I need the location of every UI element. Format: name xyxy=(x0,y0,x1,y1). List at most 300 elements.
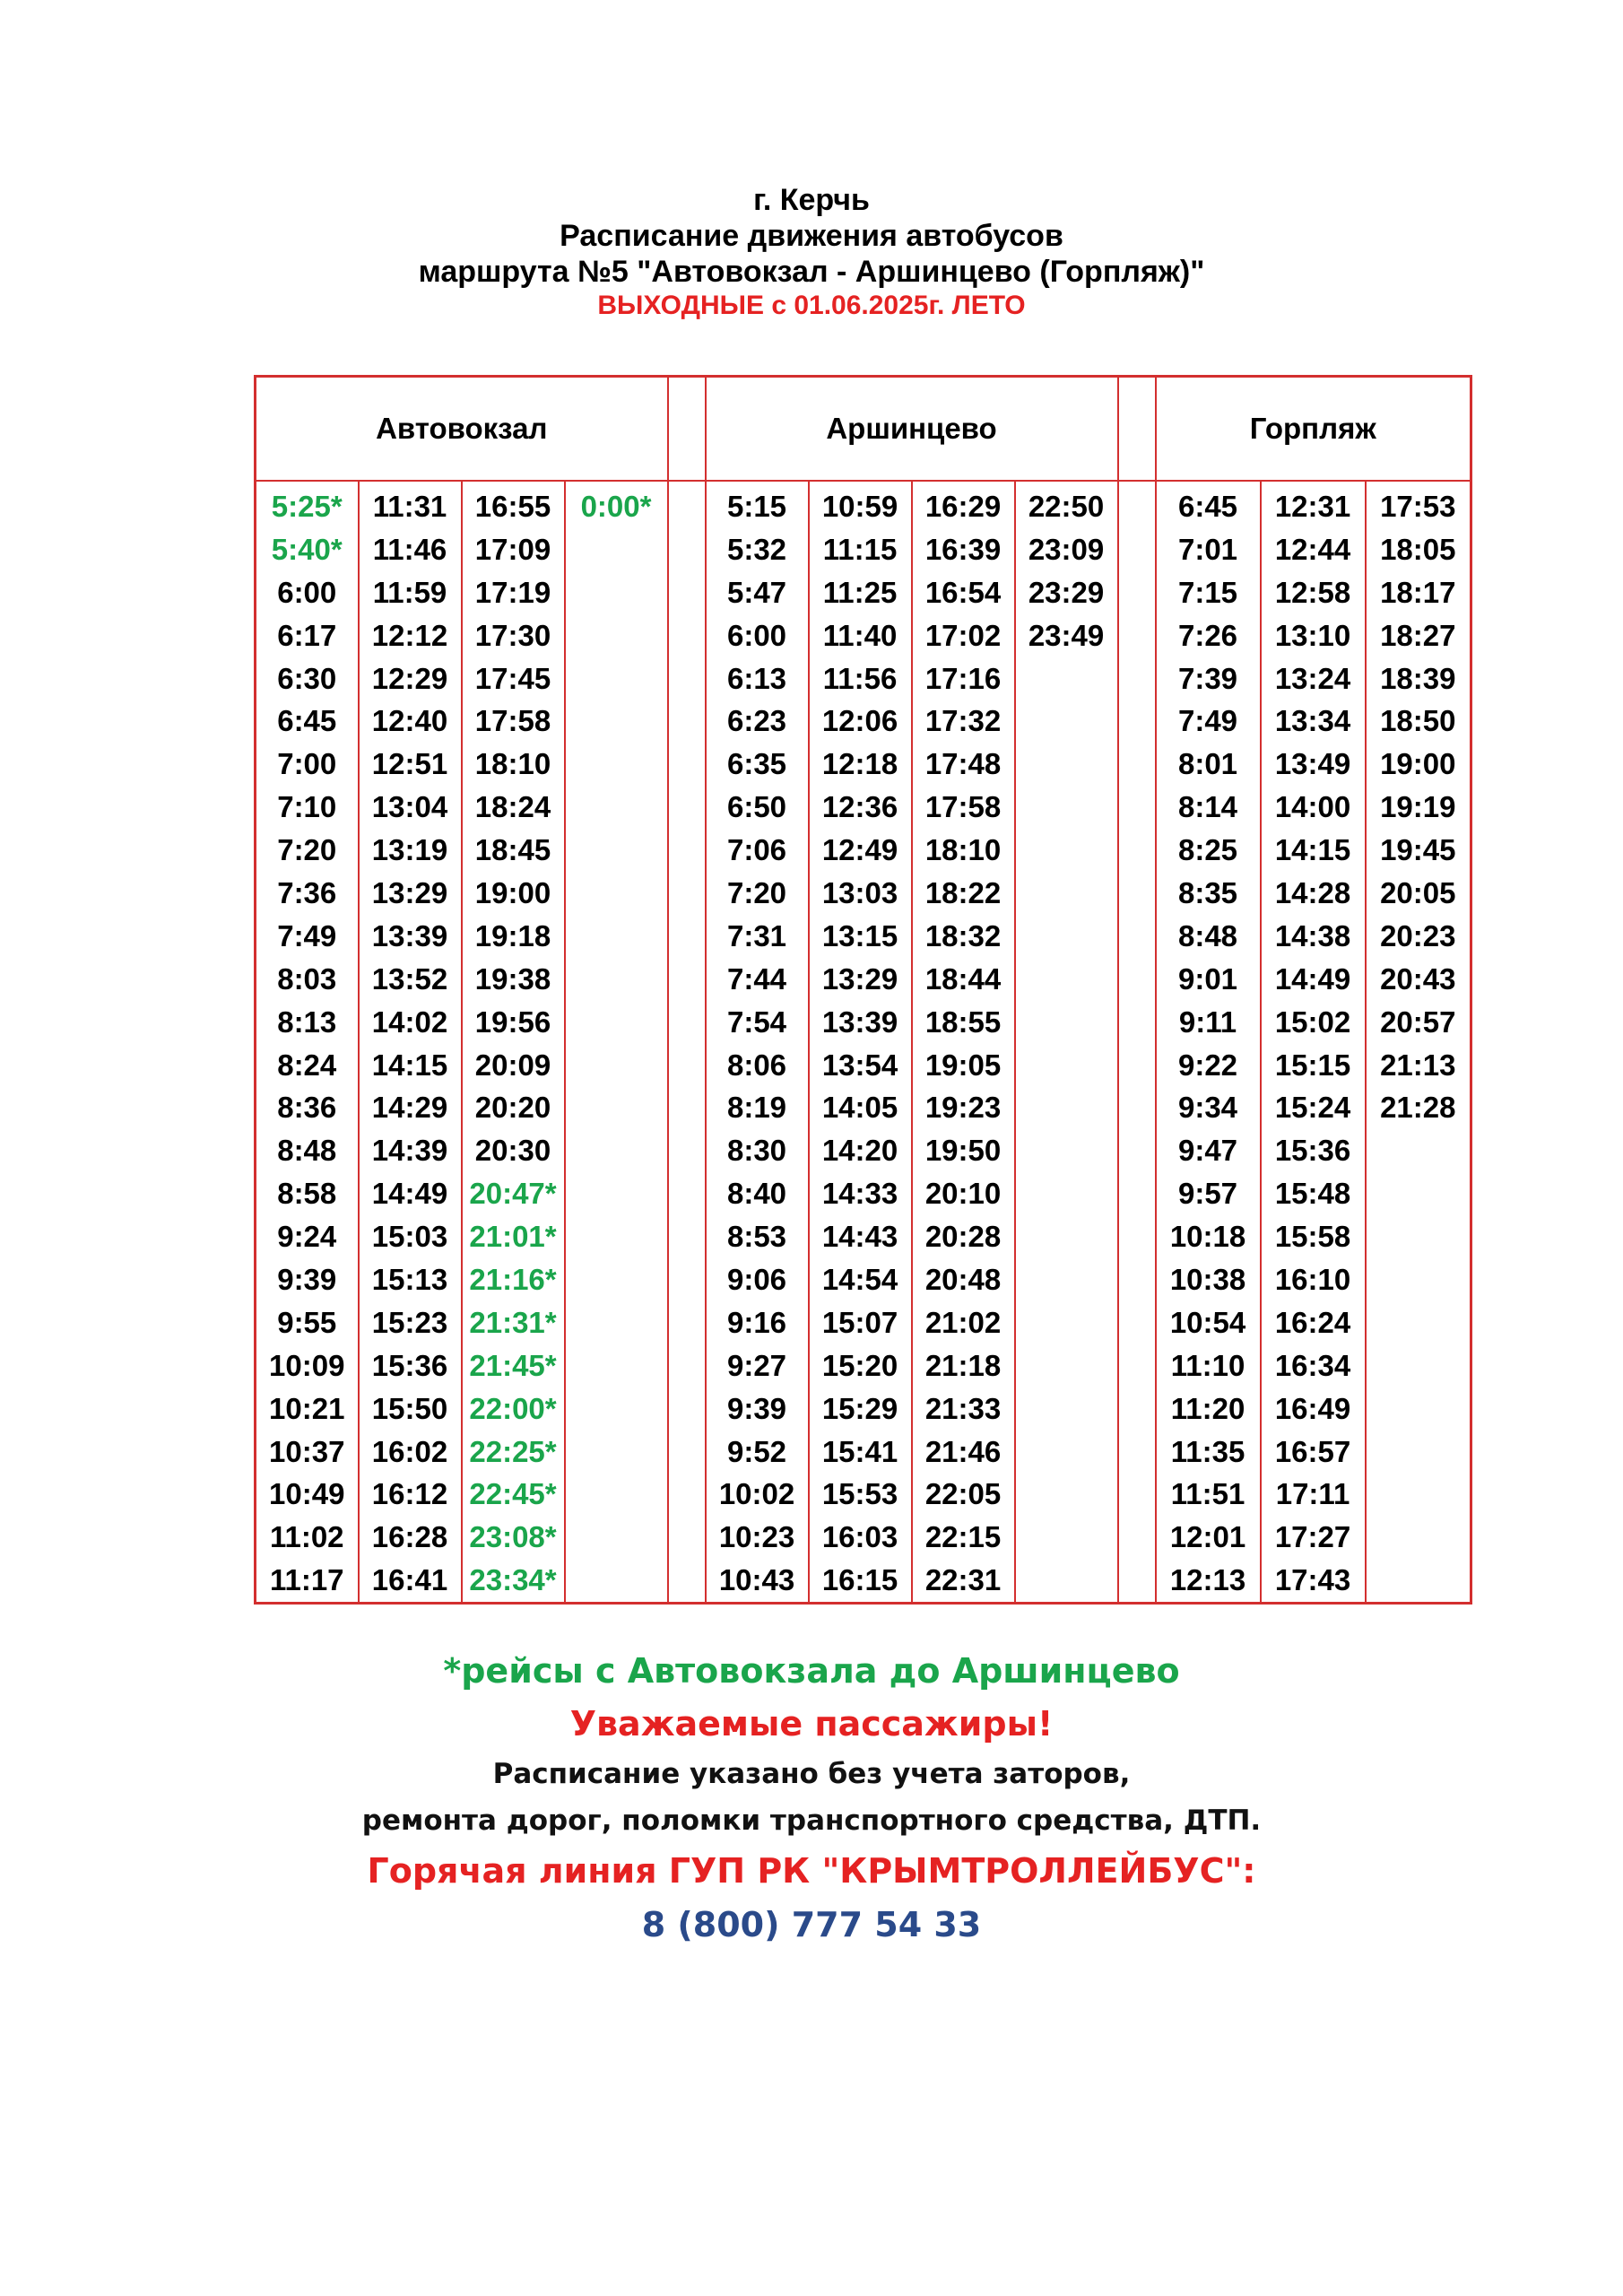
departure-time-cell: 11:17 xyxy=(256,1559,359,1603)
departure-time-cell: 7:36 xyxy=(256,872,359,915)
departure-time-cell: 22:15 xyxy=(912,1516,1015,1559)
timetable-row xyxy=(256,1258,1471,1301)
column-separator xyxy=(1118,377,1156,482)
departure-time-cell: 13:10 xyxy=(1261,614,1366,657)
departure-time-cell: 14:54 xyxy=(809,1258,912,1301)
departure-time-cell xyxy=(1015,1215,1118,1258)
departure-time-cell: 21:45* xyxy=(462,1344,565,1387)
disclaimer-line-2: ремонта дорог, поломки транспортного средства, ДТП. xyxy=(361,1805,1262,1837)
departure-time-cell xyxy=(1015,1559,1118,1603)
departure-time-cell xyxy=(565,743,668,786)
departure-time-cell: 20:30 xyxy=(462,1129,565,1172)
departure-time-cell: 17:27 xyxy=(1261,1516,1366,1559)
timetable-row xyxy=(256,1301,1471,1344)
departure-time-cell: 13:54 xyxy=(809,1044,912,1087)
departure-time-cell xyxy=(1366,1301,1471,1344)
departure-time-cell xyxy=(565,571,668,614)
departure-time-cell: 9:16 xyxy=(706,1301,809,1344)
departure-time-cell: 5:32 xyxy=(706,528,809,571)
column-separator xyxy=(668,872,706,915)
departure-time-cell: 14:29 xyxy=(359,1086,462,1129)
departure-time-cell xyxy=(565,528,668,571)
departure-time-cell xyxy=(565,700,668,743)
departure-time-cell: 14:43 xyxy=(809,1215,912,1258)
departure-time-cell xyxy=(565,1301,668,1344)
departure-time-cell: 6:00 xyxy=(256,571,359,614)
timetable-row xyxy=(256,872,1471,915)
departure-time-cell: 20:10 xyxy=(912,1172,1015,1215)
departure-time-cell: 22:00* xyxy=(462,1387,565,1431)
departure-time-cell xyxy=(1015,1301,1118,1344)
departure-time-cell xyxy=(1366,1559,1471,1603)
column-separator xyxy=(1118,1516,1156,1559)
departure-time-cell: 19:00 xyxy=(462,872,565,915)
departure-time-cell: 8:14 xyxy=(1156,786,1261,829)
departure-time-cell: 9:39 xyxy=(706,1387,809,1431)
departure-time-cell: 16:54 xyxy=(912,571,1015,614)
timetable-row xyxy=(256,915,1471,958)
timetable-row xyxy=(256,1001,1471,1044)
timetable-row xyxy=(256,1086,1471,1129)
departure-time-cell: 9:22 xyxy=(1156,1044,1261,1087)
departure-time-cell: 18:27 xyxy=(1366,614,1471,657)
departure-time-cell: 17:19 xyxy=(462,571,565,614)
departure-time-cell: 7:49 xyxy=(256,915,359,958)
column-separator xyxy=(1118,700,1156,743)
departure-time-cell: 21:31* xyxy=(462,1301,565,1344)
departure-time-cell: 16:57 xyxy=(1261,1431,1366,1474)
departure-time-cell: 13:19 xyxy=(359,829,462,872)
departure-time-cell: 10:21 xyxy=(256,1387,359,1431)
departure-time-cell xyxy=(565,1387,668,1431)
column-separator xyxy=(1118,1431,1156,1474)
departure-time-cell: 19:00 xyxy=(1366,743,1471,786)
departure-time-cell xyxy=(1015,657,1118,700)
departure-time-cell: 11:25 xyxy=(809,571,912,614)
departure-time-cell: 7:01 xyxy=(1156,528,1261,571)
departure-time-cell: 6:23 xyxy=(706,700,809,743)
departure-time-cell: 18:22 xyxy=(912,872,1015,915)
departure-time-cell: 9:34 xyxy=(1156,1086,1261,1129)
departure-time-cell: 10:43 xyxy=(706,1559,809,1603)
departure-time-cell: 10:37 xyxy=(256,1431,359,1474)
column-separator xyxy=(668,1172,706,1215)
departure-time-cell: 12:12 xyxy=(359,614,462,657)
departure-time-cell: 20:23 xyxy=(1366,915,1471,958)
column-separator xyxy=(1118,958,1156,1001)
column-separator xyxy=(668,1559,706,1603)
timetable-row xyxy=(256,1387,1471,1431)
column-separator xyxy=(1118,872,1156,915)
timetable xyxy=(254,375,1472,1605)
column-separator xyxy=(1118,1086,1156,1129)
column-separator xyxy=(668,958,706,1001)
departure-time-cell: 16:49 xyxy=(1261,1387,1366,1431)
departure-time-cell: 16:12 xyxy=(359,1473,462,1516)
column-separator xyxy=(668,829,706,872)
departure-time-cell: 15:29 xyxy=(809,1387,912,1431)
departure-time-cell: 14:49 xyxy=(359,1172,462,1215)
hotline-phone: 8 (800) 777 54 33 xyxy=(641,1905,982,1944)
departure-time-cell: 9:52 xyxy=(706,1431,809,1474)
departure-time-cell: 9:39 xyxy=(256,1258,359,1301)
departure-time-cell: 13:15 xyxy=(809,915,912,958)
timetable-row xyxy=(256,743,1471,786)
column-separator xyxy=(1118,657,1156,700)
column-separator xyxy=(1118,1473,1156,1516)
departure-time-cell: 10:18 xyxy=(1156,1215,1261,1258)
departure-time-cell xyxy=(565,915,668,958)
departure-time-cell: 12:58 xyxy=(1261,571,1366,614)
departure-time-cell: 13:34 xyxy=(1261,700,1366,743)
departure-time-cell xyxy=(1366,1258,1471,1301)
column-separator xyxy=(1118,786,1156,829)
departure-time-cell: 18:32 xyxy=(912,915,1015,958)
timetable-row xyxy=(256,829,1471,872)
departure-time-cell: 19:18 xyxy=(462,915,565,958)
column-separator xyxy=(668,743,706,786)
departure-time-cell: 18:45 xyxy=(462,829,565,872)
departure-time-cell: 8:36 xyxy=(256,1086,359,1129)
departure-time-cell xyxy=(1366,1387,1471,1431)
departure-time-cell xyxy=(565,1473,668,1516)
departure-time-cell: 16:41 xyxy=(359,1559,462,1603)
column-separator xyxy=(668,1516,706,1559)
column-separator xyxy=(668,571,706,614)
timetable-row xyxy=(256,614,1471,657)
timetable-row xyxy=(256,958,1471,1001)
departure-time-cell: 6:35 xyxy=(706,743,809,786)
column-separator xyxy=(1118,528,1156,571)
departure-time-cell: 17:02 xyxy=(912,614,1015,657)
departure-time-cell: 5:15 xyxy=(706,481,809,528)
validity-label: ВЫХОДНЫЕ с 01.06.2025г. ЛЕТО xyxy=(597,291,1026,320)
departure-time-cell: 8:13 xyxy=(256,1001,359,1044)
departure-time-cell: 9:01 xyxy=(1156,958,1261,1001)
departure-time-cell xyxy=(565,1258,668,1301)
departure-time-cell: 15:03 xyxy=(359,1215,462,1258)
departure-time-cell xyxy=(565,872,668,915)
departure-time-cell: 10:49 xyxy=(256,1473,359,1516)
timetable-row xyxy=(256,1172,1471,1215)
departure-time-cell: 15:20 xyxy=(809,1344,912,1387)
departure-time-cell: 9:24 xyxy=(256,1215,359,1258)
departure-time-cell: 18:39 xyxy=(1366,657,1471,700)
departure-time-cell: 11:35 xyxy=(1156,1431,1261,1474)
departure-time-cell xyxy=(1015,915,1118,958)
departure-time-cell: 8:58 xyxy=(256,1172,359,1215)
schedule-title: Расписание движения автобусов xyxy=(560,219,1063,253)
departure-time-cell: 13:39 xyxy=(359,915,462,958)
column-separator xyxy=(1118,1001,1156,1044)
departure-time-cell: 19:05 xyxy=(912,1044,1015,1087)
departure-time-cell: 0:00* xyxy=(565,481,668,528)
departure-time-cell: 17:58 xyxy=(912,786,1015,829)
departure-time-cell: 11:20 xyxy=(1156,1387,1261,1431)
timetable-row xyxy=(256,1431,1471,1474)
column-separator xyxy=(668,1044,706,1087)
departure-time-cell: 19:19 xyxy=(1366,786,1471,829)
timetable-row xyxy=(256,528,1471,571)
departure-time-cell: 16:10 xyxy=(1261,1258,1366,1301)
departure-time-cell: 16:28 xyxy=(359,1516,462,1559)
departure-time-cell: 16:02 xyxy=(359,1431,462,1474)
departure-time-cell: 12:01 xyxy=(1156,1516,1261,1559)
timetable-row xyxy=(256,657,1471,700)
departure-time-cell: 7:20 xyxy=(256,829,359,872)
departure-time-cell xyxy=(565,1344,668,1387)
departure-time-cell: 10:09 xyxy=(256,1344,359,1387)
departure-time-cell: 22:45* xyxy=(462,1473,565,1516)
disclaimer-line-1: Расписание указано без учета заторов, xyxy=(492,1758,1131,1790)
departure-time-cell: 20:43 xyxy=(1366,958,1471,1001)
departure-time-cell: 12:40 xyxy=(359,700,462,743)
timetable-row xyxy=(256,786,1471,829)
departure-time-cell: 6:45 xyxy=(256,700,359,743)
column-separator xyxy=(1118,1129,1156,1172)
departure-time-cell: 7:44 xyxy=(706,958,809,1001)
departure-time-cell: 21:28 xyxy=(1366,1086,1471,1129)
departure-time-cell: 16:34 xyxy=(1261,1344,1366,1387)
departure-time-cell: 17:48 xyxy=(912,743,1015,786)
passenger-greeting: Уважаемые пассажиры! xyxy=(569,1704,1054,1744)
departure-time-cell: 11:46 xyxy=(359,528,462,571)
departure-time-cell xyxy=(565,614,668,657)
departure-time-cell: 16:03 xyxy=(809,1516,912,1559)
column-separator xyxy=(668,1344,706,1387)
timetable-row xyxy=(256,1215,1471,1258)
departure-time-cell: 13:03 xyxy=(809,872,912,915)
column-separator xyxy=(1118,614,1156,657)
route-name: маршрута №5 "Автовокзал - Аршинцево (Горпляж)" xyxy=(418,255,1205,289)
departure-time-cell: 18:44 xyxy=(912,958,1015,1001)
column-separator xyxy=(668,1001,706,1044)
departure-time-cell: 14:05 xyxy=(809,1086,912,1129)
departure-time-cell: 5:47 xyxy=(706,571,809,614)
departure-time-cell xyxy=(565,1172,668,1215)
page-header xyxy=(0,182,1623,322)
departure-time-cell: 13:04 xyxy=(359,786,462,829)
departure-time-cell xyxy=(1366,1431,1471,1474)
departure-time-cell: 8:48 xyxy=(1156,915,1261,958)
departure-time-cell: 7:10 xyxy=(256,786,359,829)
departure-time-cell: 7:26 xyxy=(1156,614,1261,657)
departure-time-cell: 7:49 xyxy=(1156,700,1261,743)
departure-time-cell: 8:06 xyxy=(706,1044,809,1087)
departure-time-cell: 13:52 xyxy=(359,958,462,1001)
departure-time-cell: 13:49 xyxy=(1261,743,1366,786)
departure-time-cell: 14:15 xyxy=(1261,829,1366,872)
departure-time-cell xyxy=(565,1559,668,1603)
departure-time-cell: 23:49 xyxy=(1015,614,1118,657)
departure-time-cell xyxy=(1015,1473,1118,1516)
departure-time-cell: 15:53 xyxy=(809,1473,912,1516)
departure-time-cell: 21:13 xyxy=(1366,1044,1471,1087)
departure-time-cell: 21:33 xyxy=(912,1387,1015,1431)
departure-time-cell: 12:06 xyxy=(809,700,912,743)
departure-time-cell: 20:48 xyxy=(912,1258,1015,1301)
departure-time-cell xyxy=(1015,958,1118,1001)
column-header-gorplyazh: Горпляж xyxy=(1156,377,1471,482)
departure-time-cell xyxy=(565,1001,668,1044)
departure-time-cell xyxy=(1366,1129,1471,1172)
column-header-avtovokzal: Автовокзал xyxy=(256,377,668,482)
departure-time-cell: 7:39 xyxy=(1156,657,1261,700)
departure-time-cell: 15:50 xyxy=(359,1387,462,1431)
timetable-row xyxy=(256,571,1471,614)
column-separator xyxy=(1118,915,1156,958)
departure-time-cell: 9:11 xyxy=(1156,1001,1261,1044)
departure-time-cell: 15:41 xyxy=(809,1431,912,1474)
departure-time-cell: 9:57 xyxy=(1156,1172,1261,1215)
departure-time-cell: 13:24 xyxy=(1261,657,1366,700)
asterisk-footnote: *рейсы с Автовокзала до Аршинцево xyxy=(443,1651,1180,1691)
departure-time-cell: 16:29 xyxy=(912,481,1015,528)
departure-time-cell: 17:32 xyxy=(912,700,1015,743)
departure-time-cell: 18:55 xyxy=(912,1001,1015,1044)
timetable-row xyxy=(256,481,1471,528)
departure-time-cell xyxy=(1366,1172,1471,1215)
column-header-arshintsevo: Аршинцево xyxy=(706,377,1118,482)
departure-time-cell: 8:48 xyxy=(256,1129,359,1172)
departure-time-cell: 10:59 xyxy=(809,481,912,528)
timetable-row xyxy=(256,1559,1471,1603)
departure-time-cell: 23:34* xyxy=(462,1559,565,1603)
column-separator xyxy=(668,915,706,958)
column-separator xyxy=(1118,1387,1156,1431)
column-separator xyxy=(668,1301,706,1344)
departure-time-cell: 20:57 xyxy=(1366,1001,1471,1044)
departure-time-cell: 22:50 xyxy=(1015,481,1118,528)
column-separator xyxy=(668,1086,706,1129)
departure-time-cell: 5:25* xyxy=(256,481,359,528)
departure-time-cell: 6:30 xyxy=(256,657,359,700)
notes-block xyxy=(0,1645,1623,1952)
departure-time-cell xyxy=(1015,829,1118,872)
departure-time-cell: 6:45 xyxy=(1156,481,1261,528)
departure-time-cell xyxy=(1015,743,1118,786)
departure-time-cell: 14:15 xyxy=(359,1044,462,1087)
departure-time-cell: 17:58 xyxy=(462,700,565,743)
timetable-row xyxy=(256,1044,1471,1087)
departure-time-cell: 14:39 xyxy=(359,1129,462,1172)
departure-time-cell: 11:40 xyxy=(809,614,912,657)
departure-time-cell xyxy=(1366,1473,1471,1516)
departure-time-cell: 6:17 xyxy=(256,614,359,657)
departure-time-cell: 9:06 xyxy=(706,1258,809,1301)
departure-time-cell: 13:39 xyxy=(809,1001,912,1044)
column-separator xyxy=(1118,1258,1156,1301)
departure-time-cell: 16:15 xyxy=(809,1559,912,1603)
departure-time-cell: 14:20 xyxy=(809,1129,912,1172)
departure-time-cell: 17:09 xyxy=(462,528,565,571)
departure-time-cell: 8:25 xyxy=(1156,829,1261,872)
column-separator xyxy=(668,786,706,829)
departure-time-cell xyxy=(565,1431,668,1474)
departure-time-cell: 20:20 xyxy=(462,1086,565,1129)
departure-time-cell: 9:47 xyxy=(1156,1129,1261,1172)
departure-time-cell: 11:51 xyxy=(1156,1473,1261,1516)
departure-time-cell: 9:55 xyxy=(256,1301,359,1344)
departure-time-cell xyxy=(1015,1431,1118,1474)
departure-time-cell: 12:44 xyxy=(1261,528,1366,571)
departure-time-cell: 12:18 xyxy=(809,743,912,786)
departure-time-cell: 10:38 xyxy=(1156,1258,1261,1301)
departure-time-cell: 7:20 xyxy=(706,872,809,915)
departure-time-cell xyxy=(1015,1129,1118,1172)
departure-time-cell: 12:29 xyxy=(359,657,462,700)
departure-time-cell: 18:10 xyxy=(462,743,565,786)
departure-time-cell: 18:24 xyxy=(462,786,565,829)
departure-time-cell xyxy=(1015,1344,1118,1387)
departure-time-cell xyxy=(565,958,668,1001)
departure-time-cell: 17:11 xyxy=(1261,1473,1366,1516)
departure-time-cell: 15:58 xyxy=(1261,1215,1366,1258)
departure-time-cell: 14:28 xyxy=(1261,872,1366,915)
departure-time-cell: 14:33 xyxy=(809,1172,912,1215)
departure-time-cell xyxy=(565,786,668,829)
departure-time-cell: 23:09 xyxy=(1015,528,1118,571)
column-separator xyxy=(668,1387,706,1431)
departure-time-cell: 19:38 xyxy=(462,958,565,1001)
column-separator xyxy=(1118,571,1156,614)
timetable-row xyxy=(256,700,1471,743)
column-separator xyxy=(668,1215,706,1258)
departure-time-cell: 10:23 xyxy=(706,1516,809,1559)
city-name: г. Керчь xyxy=(753,183,870,217)
departure-time-cell: 19:50 xyxy=(912,1129,1015,1172)
departure-time-cell xyxy=(1015,786,1118,829)
departure-time-cell: 6:00 xyxy=(706,614,809,657)
departure-time-cell: 22:31 xyxy=(912,1559,1015,1603)
departure-time-cell: 15:36 xyxy=(1261,1129,1366,1172)
departure-time-cell: 12:49 xyxy=(809,829,912,872)
departure-time-cell: 15:48 xyxy=(1261,1172,1366,1215)
departure-time-cell: 19:56 xyxy=(462,1001,565,1044)
departure-time-cell xyxy=(1015,1086,1118,1129)
column-separator xyxy=(1118,1215,1156,1258)
column-separator xyxy=(668,1129,706,1172)
departure-time-cell: 8:01 xyxy=(1156,743,1261,786)
departure-time-cell: 5:40* xyxy=(256,528,359,571)
departure-time-cell xyxy=(1366,1516,1471,1559)
departure-time-cell: 14:49 xyxy=(1261,958,1366,1001)
departure-time-cell: 15:07 xyxy=(809,1301,912,1344)
departure-time-cell: 6:50 xyxy=(706,786,809,829)
departure-time-cell: 11:15 xyxy=(809,528,912,571)
departure-time-cell: 20:28 xyxy=(912,1215,1015,1258)
departure-time-cell xyxy=(565,1086,668,1129)
departure-time-cell: 16:55 xyxy=(462,481,565,528)
departure-time-cell xyxy=(1015,872,1118,915)
departure-time-cell: 21:02 xyxy=(912,1301,1015,1344)
departure-time-cell: 12:36 xyxy=(809,786,912,829)
departure-time-cell: 7:06 xyxy=(706,829,809,872)
departure-time-cell: 17:53 xyxy=(1366,481,1471,528)
column-separator xyxy=(1118,743,1156,786)
departure-time-cell xyxy=(565,829,668,872)
departure-time-cell xyxy=(1015,1387,1118,1431)
column-separator xyxy=(668,481,706,528)
timetable-row xyxy=(256,1344,1471,1387)
timetable-row xyxy=(256,1129,1471,1172)
departure-time-cell: 8:03 xyxy=(256,958,359,1001)
timetable-body xyxy=(256,481,1471,1604)
hotline-label: Горячая линия ГУП РК "КРЫМТРОЛЛЕЙБУС": xyxy=(367,1851,1256,1891)
departure-time-cell xyxy=(1366,1344,1471,1387)
departure-time-cell: 15:23 xyxy=(359,1301,462,1344)
departure-time-cell: 8:24 xyxy=(256,1044,359,1087)
